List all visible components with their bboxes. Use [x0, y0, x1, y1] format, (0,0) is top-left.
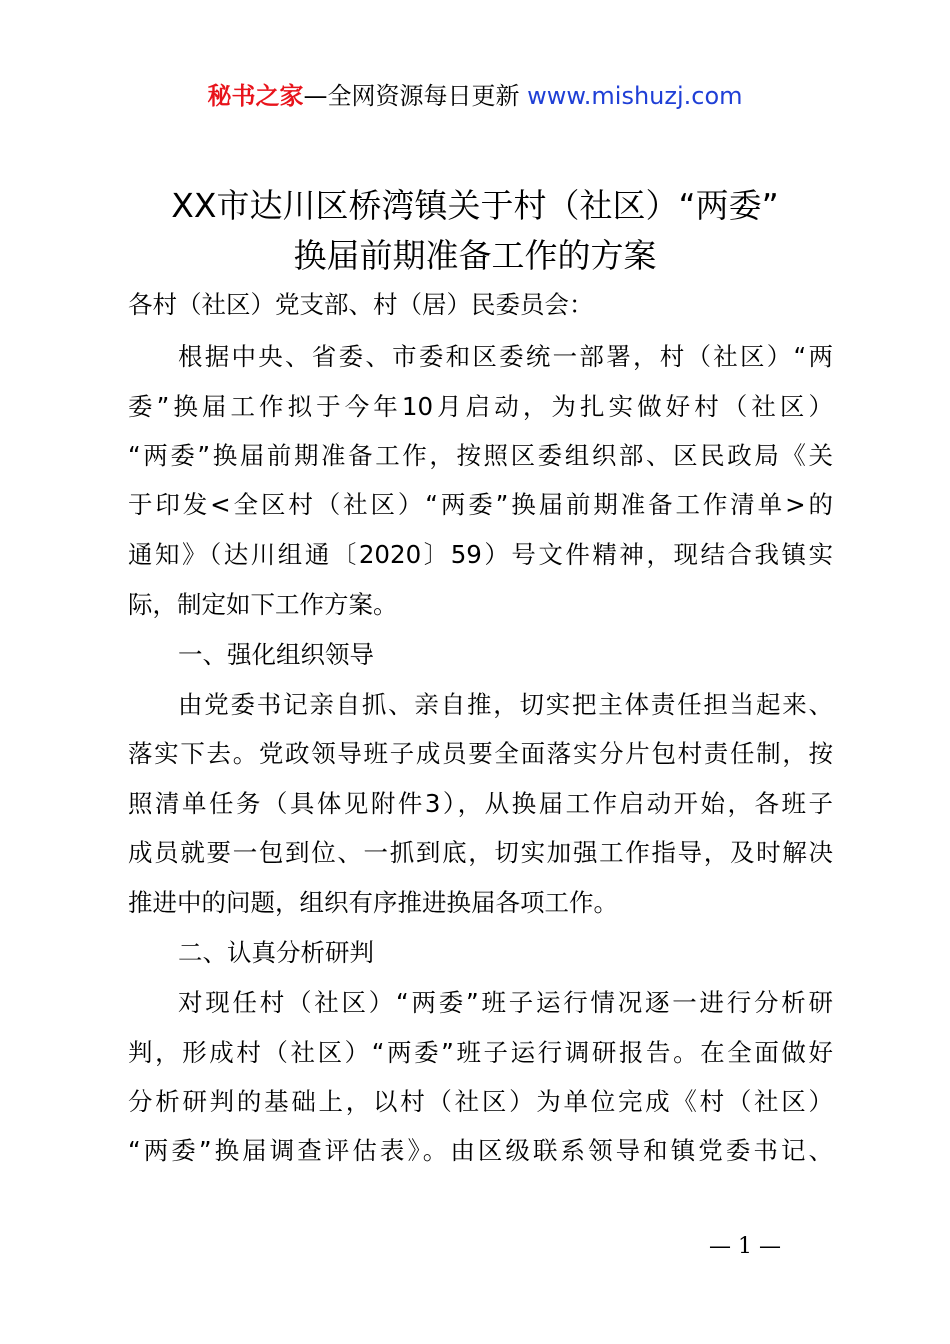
document-title-line-1: XX市达川区桥湾镇关于村（社区）“两委” — [171, 186, 779, 225]
body-line: 际，制定如下工作方案。 — [128, 590, 398, 619]
body-line: 对现任村（社区）“两委”班子运行情况逐一进行分析研 — [178, 988, 833, 1017]
body-line: “两委”换届前期准备工作，按照区委组织部、区民政局《关 — [128, 441, 833, 470]
body-line: 判，形成村（社区）“两委”班子运行调研报告。在全面做好 — [128, 1038, 833, 1067]
body-line: 照清单任务（具体见附件3），从换届工作启动开始，各班子 — [128, 789, 833, 818]
body-line: “两委”换届调查评估表》。由区级联系领导和镇党委书记、 — [128, 1136, 833, 1165]
body-line: 成员就要一包到位、一抓到底，切实加强工作指导，及时解决 — [128, 838, 833, 867]
site-url-link[interactable]: www.mishuzj.com — [527, 82, 743, 110]
salutation: 各村（社区）党支部、村（居）民委员会： — [128, 290, 594, 319]
document-title-line-2: 换届前期准备工作的方案 — [293, 236, 657, 275]
body-line: 于印发<全区村（社区）“两委”换届前期准备工作清单>的 — [128, 490, 833, 519]
brand-name: 秘书之家 — [207, 82, 304, 110]
section-heading-2: 二、认真分析研判 — [178, 938, 374, 967]
body-line: 由党委书记亲自抓、亲自推，切实把主体责任担当起来、 — [178, 690, 833, 719]
page-number: — 1 — — [709, 1234, 781, 1259]
body-line: 委”换届工作拟于今年10月启动，为扎实做好村（社区） — [128, 392, 833, 421]
section-heading-1: 一、强化组织领导 — [178, 640, 374, 669]
body-line: 推进中的问题，组织有序推进换届各项工作。 — [128, 888, 618, 917]
body-line: 通知》（达川组通〔2020〕59）号文件精神，现结合我镇实 — [128, 540, 833, 569]
header-tagline: —全网资源每日更新 — [303, 82, 528, 110]
body-line: 落实下去。党政领导班子成员要全面落实分片包村责任制，按 — [128, 739, 833, 768]
body-line: 根据中央、省委、市委和区委统一部署，村（社区）“两 — [178, 342, 833, 371]
site-header — [0, 80, 950, 112]
body-line: 分析研判的基础上，以村（社区）为单位完成《村（社区） — [128, 1087, 833, 1116]
